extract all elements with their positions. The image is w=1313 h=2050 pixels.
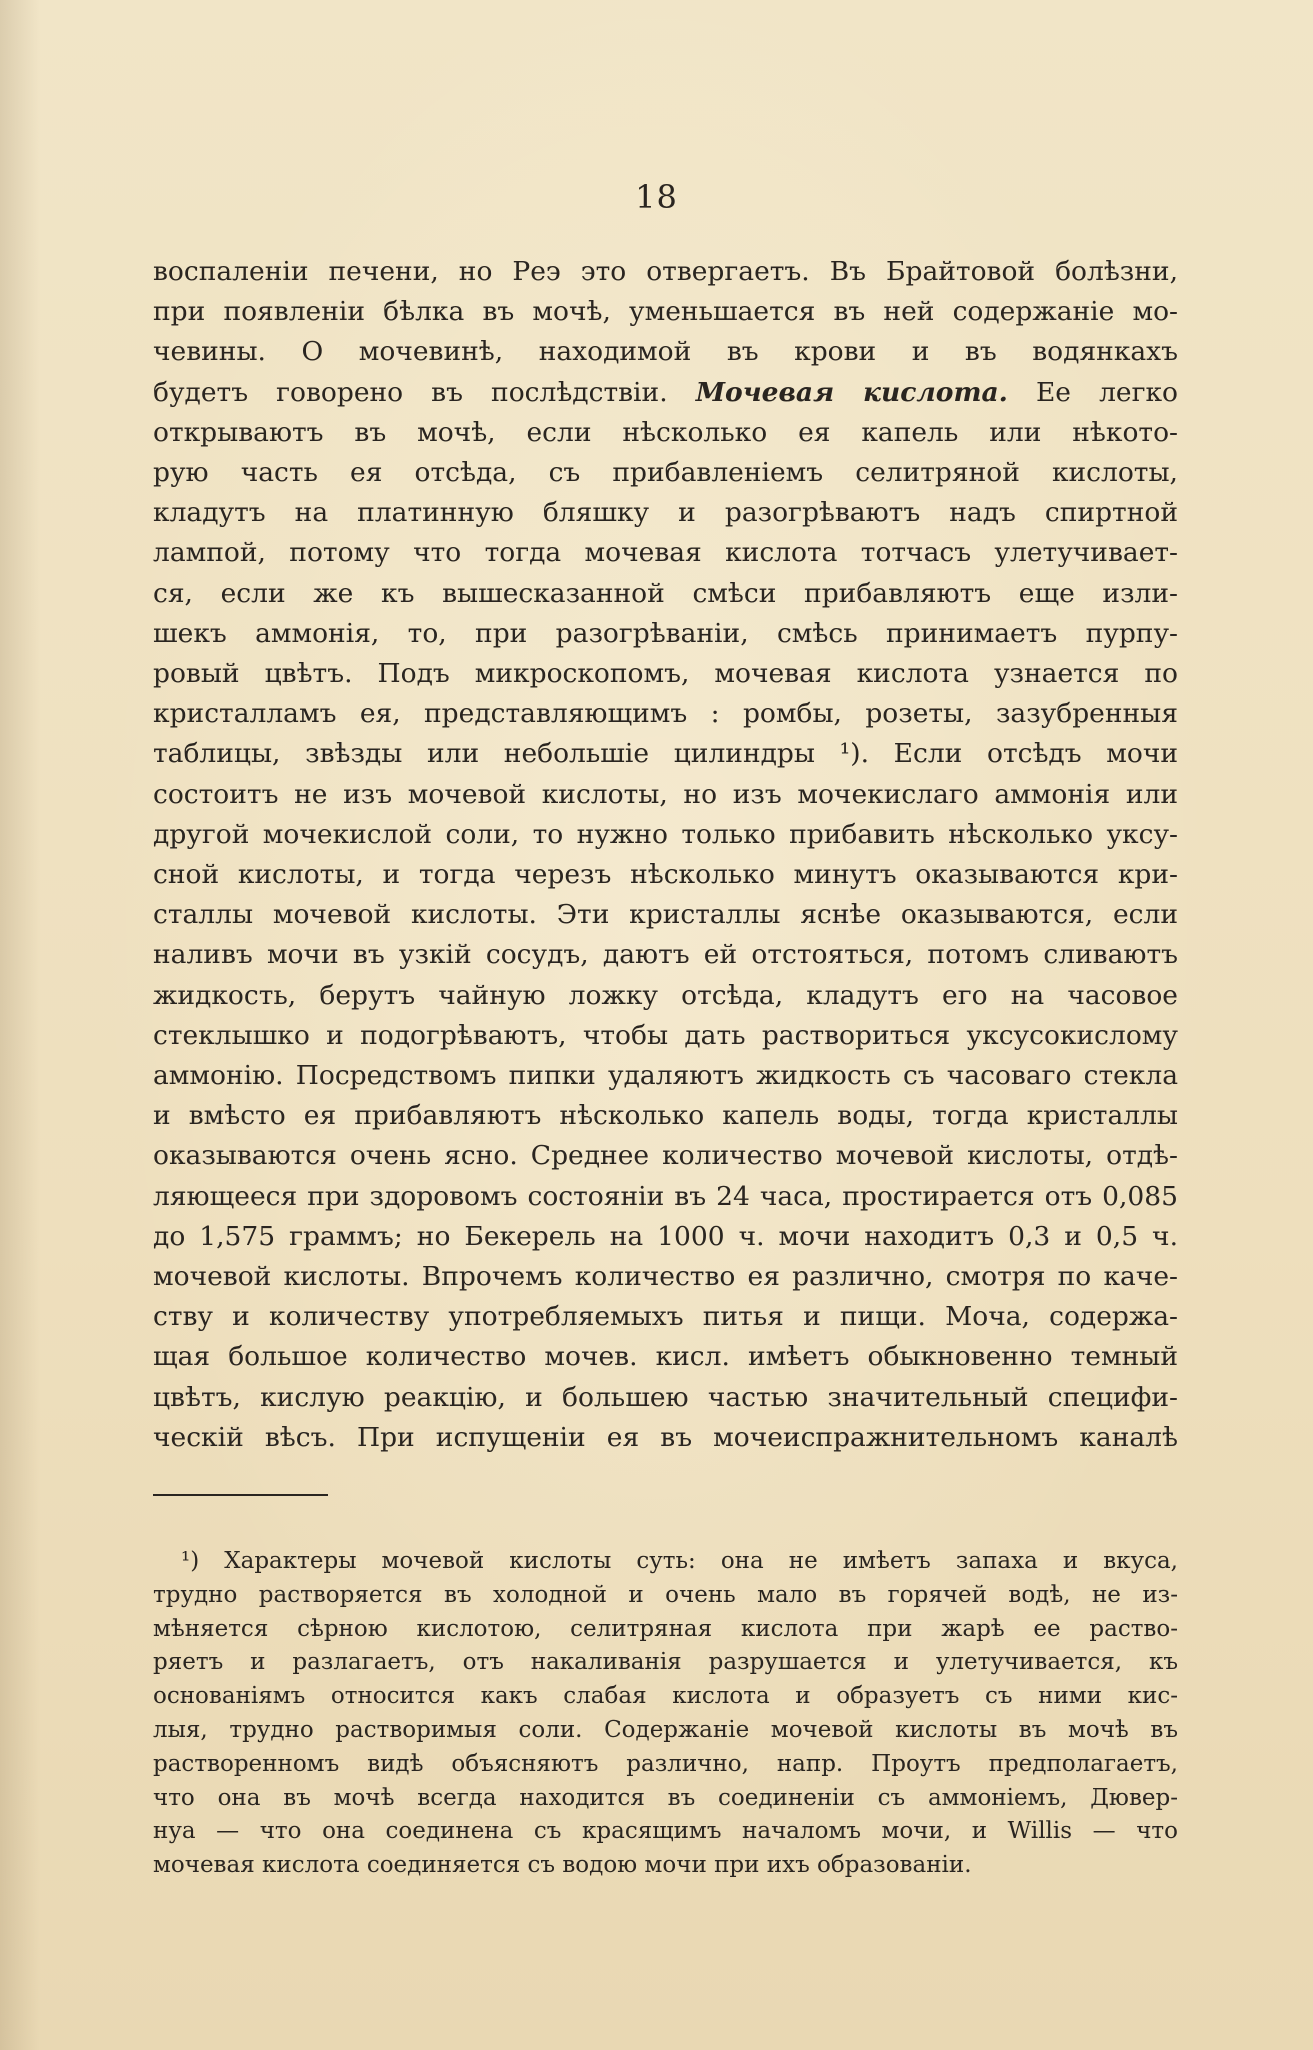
- footnote-line: ¹) Характеры мочевой кислоты суть: она не имѣетъ запаха и вкуса,: [181, 1548, 1178, 1574]
- text-segment: ству и количеству употребляемыхъ питья и пищи. Моча, содержа-: [153, 1301, 1178, 1333]
- text-line: [153, 252, 1178, 292]
- text-segment: ляющееся при здоровомъ состояніи въ 24 часа, простирается отъ 0,085: [153, 1180, 1178, 1212]
- text-line: [153, 574, 1178, 614]
- text-segment: рую часть ея отсѣда, съ прибавленіемъ селитряной кислоты,: [153, 457, 1178, 489]
- text-line: [153, 1337, 1178, 1377]
- text-line: [153, 734, 1178, 774]
- text-segment: шекъ аммонія, то, при разогрѣваніи, смѣсь принимаетъ пурпу-: [153, 617, 1178, 649]
- text-segment: цвѣтъ, кислую реакцію, и большею частью значительный специфи-: [153, 1381, 1178, 1413]
- text-line: [153, 1217, 1178, 1257]
- text-segment: таблицы, звѣзды или небольшіе цилиндры ¹). Если отсѣдъ мочи: [153, 738, 1178, 770]
- text-segment: оказываются очень ясно. Среднее количество мочевой кислоты, отдѣ-: [153, 1140, 1178, 1172]
- text-line: [153, 292, 1178, 332]
- text-line: [153, 1297, 1178, 1337]
- text-segment: кристалламъ ея, представляющимъ : ромбы, розеты, зазубренныя: [153, 698, 1178, 730]
- text-segment: мочевой кислоты. Впрочемъ количество ея различно, смотря по каче-: [153, 1261, 1178, 1293]
- text-line: [153, 935, 1178, 975]
- text-segment: наливъ мочи въ узкій сосудъ, даютъ ей отстояться, потомъ сливаютъ: [153, 939, 1178, 971]
- text-line: [153, 332, 1178, 372]
- page-edge-shadow: [0, 0, 40, 2050]
- text-segment: будетъ говорено въ послѣдствіи.: [153, 376, 696, 408]
- text-segment: и вмѣсто ея прибавляютъ нѣсколько капель воды, тогда кристаллы: [153, 1100, 1178, 1132]
- text-segment: сталлы мочевой кислоты. Эти кристаллы яснѣе оказываются, если: [153, 899, 1178, 931]
- text-segment: ся, если же къ вышесказанной смѣси прибавляютъ еще изли-: [153, 577, 1178, 609]
- text-line: [153, 815, 1178, 855]
- text-line: [153, 775, 1178, 815]
- text-segment: чевины. О мочевинѣ, находимой въ крови и въ водянкахъ: [153, 336, 1178, 368]
- text-line: [153, 533, 1178, 573]
- text-line: [153, 1056, 1178, 1096]
- text-line: [153, 373, 1178, 413]
- text-segment: воспаленіи печени, но Реэ это отвергаетъ. Въ Брайтовой болѣзни,: [153, 256, 1178, 287]
- text-line: [153, 493, 1178, 533]
- footnote: [153, 1545, 1178, 1883]
- text-segment: стеклышко и подогрѣваютъ, чтобы дать раствориться уксусокислому: [153, 1019, 1178, 1051]
- text-line: [153, 614, 1178, 654]
- text-segment: кладутъ на платинную бляшку и разогрѣваютъ надъ спиртной: [153, 497, 1178, 529]
- footnote-line: трудно растворяется въ холодной и очень мало въ горячей водѣ, не из-: [153, 1581, 1178, 1608]
- text-line: [153, 1136, 1178, 1176]
- footnote-line: мѣняется сѣрною кислотою, селитряная кислота при жарѣ ее раство-: [153, 1615, 1178, 1642]
- footnote-separator: [153, 1494, 328, 1496]
- footnote-line: мочевая кислота соединяется съ водою мочи при ихъ образованіи.: [153, 1852, 972, 1879]
- text-segment: аммонію. Посредствомъ пипки удаляютъ жидкость съ часоваго стекла: [153, 1060, 1178, 1092]
- text-segment: открываютъ въ мочѣ, если нѣсколько ея капель или нѣкото-: [153, 416, 1178, 448]
- text-line: [153, 413, 1178, 453]
- text-line: [153, 453, 1178, 493]
- text-segment: до 1,575 граммъ; но Бекерель на 1000 ч. мочи находитъ 0,3 и 0,5 ч.: [153, 1220, 1178, 1252]
- text-segment: ровый цвѣтъ. Подъ микроскопомъ, мочевая кислота узнается по: [153, 658, 1178, 690]
- text-line: [153, 1378, 1178, 1418]
- text-line: [153, 1016, 1178, 1056]
- text-line: [153, 694, 1178, 734]
- footnote-line: основаніямъ относится какъ слабая кислота и образуетъ съ ними кис-: [153, 1683, 1178, 1710]
- text-line: [153, 855, 1178, 895]
- section-heading-uric-acid: Мочевая кислота.: [695, 376, 1008, 408]
- page-number: 18: [635, 178, 678, 216]
- text-segment: сной кислоты, и тогда черезъ нѣсколько минутъ оказываются кри-: [153, 859, 1178, 891]
- text-segment: при появленіи бѣлка въ мочѣ, уменьшается въ ней содержаніе мо-: [153, 296, 1178, 328]
- text-line: [153, 976, 1178, 1016]
- text-segment: Ее легко: [1007, 376, 1178, 408]
- footnote-line: нуа — что она соединена съ красящимъ началомъ мочи, и Willis — что: [153, 1818, 1178, 1845]
- text-line: [153, 654, 1178, 694]
- text-segment: жидкость, берутъ чайную ложку отсѣда, кладутъ его на часовое: [153, 979, 1178, 1011]
- text-segment: ческій вѣсъ. При испущеніи ея въ мочеиспражнительномъ каналѣ: [153, 1421, 1178, 1453]
- text-segment: щая большое количество мочев. кисл. имѣетъ обыкновенно темный: [153, 1341, 1178, 1373]
- text-segment: состоитъ не изъ мочевой кислоты, но изъ мочекислаго аммонія или: [153, 778, 1178, 810]
- text-segment: лампой, потому что тогда мочевая кислота тотчасъ улетучивает-: [153, 537, 1178, 569]
- footnote-line: растворенномъ видѣ объясняютъ различно, напр. Проутъ предполагаетъ,: [153, 1750, 1178, 1777]
- footnote-line: ряетъ и разлагаетъ, отъ накаливанія разрушается и улетучивается, къ: [153, 1649, 1178, 1676]
- text-line: [153, 895, 1178, 935]
- text-line: [153, 1177, 1178, 1217]
- main-text: [153, 252, 1178, 1458]
- footnote-line: что она въ мочѣ всегда находится въ соединеніи съ аммоніемъ, Дювер-: [153, 1784, 1178, 1811]
- text-line: [153, 1257, 1178, 1297]
- text-line: [153, 1096, 1178, 1136]
- text-line: [153, 1418, 1178, 1458]
- text-segment: другой мочекислой соли, то нужно только прибавить нѣсколько уксу-: [153, 818, 1178, 850]
- footnote-line: лыя, трудно растворимыя соли. Содержаніе мочевой кислоты въ мочѣ въ: [153, 1716, 1178, 1743]
